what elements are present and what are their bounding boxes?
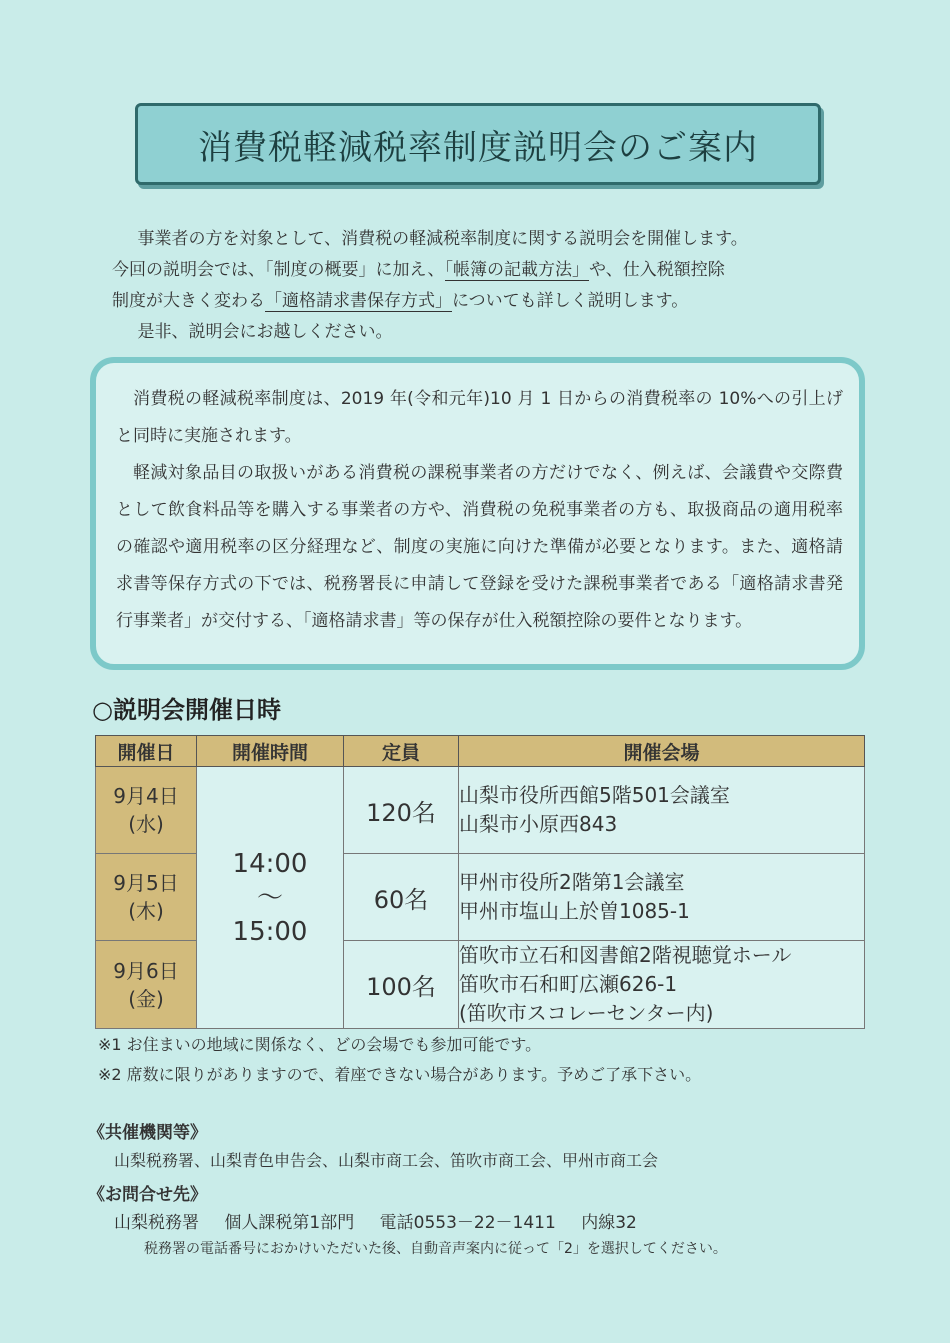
time-separator: ～ [256, 882, 283, 913]
venue-name: 山梨市役所西館5階501会議室 [459, 783, 730, 807]
date-cell [96, 854, 197, 941]
table-header-row [96, 736, 865, 767]
contact-ext: 内線32 [581, 1213, 637, 1233]
venue-cell [459, 854, 865, 941]
intro-line-3-underlined: 「適格請求書保存方式」 [265, 291, 452, 311]
intro-line-3 [112, 286, 852, 317]
venue-cell [459, 767, 865, 854]
info-box [90, 357, 865, 670]
venue-cell [459, 941, 865, 1029]
intro-line-2-underlined: 「帳簿の記載方法」 [444, 260, 590, 280]
sponsors-label: 《共催機関等》 [88, 1123, 207, 1143]
capacity-cell: 120名 [344, 767, 459, 854]
title-box [135, 103, 821, 185]
venue-name: 甲州市役所2階第1会議室 [459, 870, 685, 894]
intro-line-2-b: や、仕入税額控除 [589, 260, 725, 280]
table-row [96, 767, 865, 854]
venue-address: 笛吹市石和町広瀬626-1 [459, 972, 678, 996]
page-title: 消費税軽減税率制度説明会のご案内 [198, 127, 758, 168]
date: 9月4日 [113, 784, 179, 808]
header-date: 開催日 [96, 736, 197, 767]
weekday: (水) [128, 812, 164, 836]
end-time: 15:00 [232, 916, 308, 947]
weekday: (木) [128, 899, 164, 923]
header-time: 開催時間 [197, 736, 344, 767]
header-capacity: 定員 [344, 736, 459, 767]
header-venue: 開催会場 [459, 736, 865, 767]
intro-line-4: 是非、説明会にお越しください。 [137, 322, 393, 342]
contact-note: 税務署の電話番号におかけいただいた後、自動音声案内に従って「2」を選択してください。 [144, 1241, 727, 1257]
weekday: (金) [128, 986, 164, 1011]
intro-line-2-a: 今回の説明会では、「制度の概要」に加え、 [112, 260, 445, 280]
date: 9月6日 [113, 958, 179, 983]
capacity-cell: 100名 [344, 941, 459, 1029]
note-1: ※1 お住まいの地域に関係なく、どの会場でも参加可能です。 [98, 1035, 542, 1054]
intro-line-2 [112, 255, 852, 286]
notes [98, 1030, 701, 1090]
contact-label: 《お問合せ先》 [88, 1185, 207, 1205]
venue-extra: (笛吹市スコレーセンター内) [459, 1001, 714, 1025]
contact-info [114, 1208, 657, 1233]
intro-line-1: 事業者の方を対象として、消費税の軽減税率制度に関する説明会を開催します。 [137, 229, 748, 249]
intro-text [112, 224, 852, 348]
venue-address: 甲州市塩山上於曽1085-1 [459, 899, 690, 923]
schedule-table [95, 735, 865, 1029]
note-2: ※2 席数に限りがありますので、着座できない場合があります。予めご了承下さい。 [98, 1065, 702, 1084]
schedule-heading: ○説明会開催日時 [92, 696, 281, 724]
venue-address: 山梨市小原西843 [459, 812, 618, 836]
time-cell [197, 767, 344, 1029]
info-paragraph-2: 軽減対象品目の取扱いがある消費税の課税事業者の方だけでなく、例えば、会議費や交際費として飲食料品等を購入する事業者の方や、消費税の免税事業者の方も、取扱商品の適用税率の確認や適用税率の区分経理など、制度の実施に向けた準備が必要となります。また、適格請求書等保存方式の下では、税務署長に申請して登録を受けた課税事業者である「適格請求書発行事業者」が交付する、「適格請求書」等の保存が仕入税額控除の要件となります。 [116, 463, 843, 631]
contact-dept: 個人課税第1部門 [224, 1213, 355, 1233]
venue-name: 笛吹市立石和図書館2階視聴覚ホール [459, 943, 792, 967]
capacity-cell: 60名 [344, 854, 459, 941]
intro-line-3-b: についても詳しく説明します。 [452, 291, 689, 311]
intro-line-3-a: 制度が大きく変わる [112, 291, 265, 311]
date-cell [96, 767, 197, 854]
start-time: 14:00 [232, 848, 308, 879]
contact-office: 山梨税務署 [114, 1213, 199, 1233]
date-cell [96, 941, 197, 1029]
contact-phone: 電話0553－22－1411 [379, 1213, 556, 1233]
info-paragraph-1: 消費税の軽減税率制度は、2019 年(令和元年)10 月 1 日からの消費税率の 10%への引上げと同時に実施されます。 [116, 389, 843, 446]
sponsors-text: 山梨税務署、山梨青色申告会、山梨市商工会、笛吹市商工会、甲州市商工会 [114, 1151, 659, 1170]
date: 9月5日 [113, 871, 179, 895]
